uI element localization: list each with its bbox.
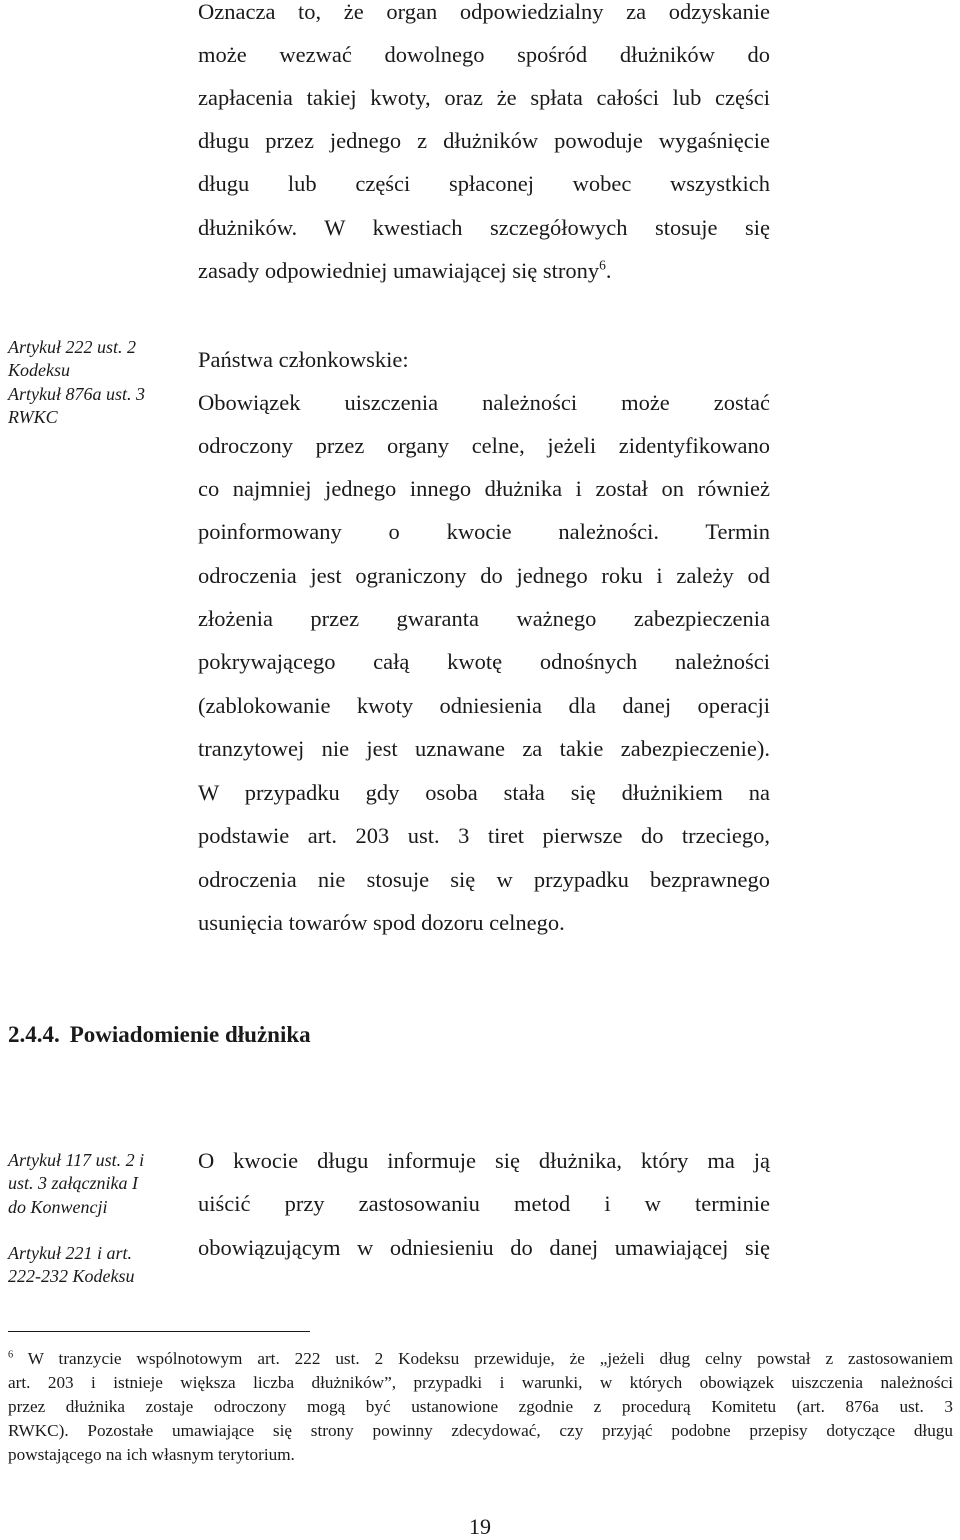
margin-note-line: Artykuł 117 ust. 2 i <box>8 1150 145 1170</box>
text-line: zapłacenia takiej kwoty, oraz że spłata całości lub części <box>198 85 770 110</box>
text-line: poinformowany o kwocie należności. Termin <box>198 519 770 544</box>
margin-note-convention <box>8 1149 144 1219</box>
text-line: złożenia przez gwaranta ważnego zabezpieczenia <box>198 606 770 631</box>
page-number: 19 <box>469 1514 491 1539</box>
margin-note-line: Artykuł 876a ust. 3 <box>8 383 145 404</box>
margin-note-line: do Konwencji <box>8 1196 108 1217</box>
margin-note-line: RWKC <box>8 407 58 428</box>
text-line: Oznacza to, że organ odpowiedzialny za odzyskanie <box>198 0 770 24</box>
footnote-line: przez dłużnika zostaje odroczony mogą być ustanowione zgodnie z procedurą Komitetu (art. 876a ust. 3 <box>8 1397 953 1416</box>
margin-note-line: Artykuł 222 ust. 2 <box>8 337 136 357</box>
footnote-line: RWKC). Pozostałe umawiające się strony powinny zdecydować, czy przyjąć podobne przepisy dotyczące długu <box>8 1421 953 1440</box>
text-line: W przypadku gdy osoba stała się dłużnikiem na <box>198 780 770 805</box>
footnote-marker: 6 <box>8 1349 14 1361</box>
text-line: O kwocie długu informuje się dłużnika, który ma ją <box>198 1148 770 1173</box>
text-line: odroczenia jest ograniczony do jednego roku i zależy od <box>198 563 770 588</box>
margin-note-code <box>8 1242 134 1289</box>
footnote-line: powstającego na ich własnym terytorium. <box>8 1445 295 1464</box>
footnote-separator <box>8 1331 310 1332</box>
text-line: długu przez jednego z dłużników powoduje wygaśnięcie <box>198 128 770 153</box>
footnote-text: W tranzycie wspólnotowym art. 222 ust. 2 Kodeksu przewiduje, że „jeżeli dług celny powstał z zastosowaniem <box>27 1349 953 1368</box>
text-line: może wezwać dowolnego spośród dłużników do <box>198 42 770 67</box>
text-line: obowiązującym w odniesieniu do danej umawiającej się <box>198 1235 770 1260</box>
text-line: dłużników. W kwestiach szczegółowych stosuje się <box>198 215 770 240</box>
member-states-label: Państwa członkowskie: <box>198 347 409 372</box>
section-title: Powiadomienie dłużnika <box>69 1022 311 1047</box>
margin-note-line: ust. 3 załącznika I <box>8 1173 138 1194</box>
text-line: (zablokowanie kwoty odniesienia dla danej operacji <box>198 693 770 718</box>
text-line-last: usunięcia towarów spod dozoru celnego. <box>198 910 565 935</box>
section-number: 2.4.4. <box>8 1022 60 1047</box>
section-heading <box>8 1022 311 1048</box>
footnote-line <box>8 1349 953 1369</box>
text-line: pokrywającego całą kwotę odnośnych należności <box>198 649 770 674</box>
footnote-reference: 6 <box>599 257 606 273</box>
footnote-line: art. 203 i istnieje większa liczba dłużników”, przypadki i warunki, w których obowiązek uiszczenia należności <box>8 1373 953 1392</box>
margin-note-line: Artykuł 221 i art. <box>8 1243 132 1263</box>
text-run: zasady odpowiedniej umawiającej się strony <box>198 258 600 283</box>
margin-note-legal-basis <box>8 336 145 430</box>
text-line: co najmniej jednego innego dłużnika i został on również <box>198 476 770 501</box>
text-run: . <box>605 258 612 283</box>
text-line: tranzytowej nie jest uznawane za takie zabezpieczenie). <box>198 736 770 761</box>
text-line: Obowiązek uiszczenia należności może zostać <box>198 390 770 415</box>
text-line: podstawie art. 203 ust. 3 tiret pierwsze do trzeciego, <box>198 823 770 848</box>
margin-note-line: 222-232 Kodeksu <box>8 1266 135 1287</box>
text-line: odroczenia nie stosuje się w przypadku bezprawnego <box>198 867 770 892</box>
text-line: odroczony przez organy celne, jeżeli zidentyfikowano <box>198 433 770 458</box>
text-line-last <box>198 257 612 283</box>
text-line: uiścić przy zastosowaniu metod i w terminie <box>198 1191 770 1216</box>
text-line: długu lub części spłaconej wobec wszystkich <box>198 171 770 196</box>
margin-note-line: Kodeksu <box>8 360 70 381</box>
